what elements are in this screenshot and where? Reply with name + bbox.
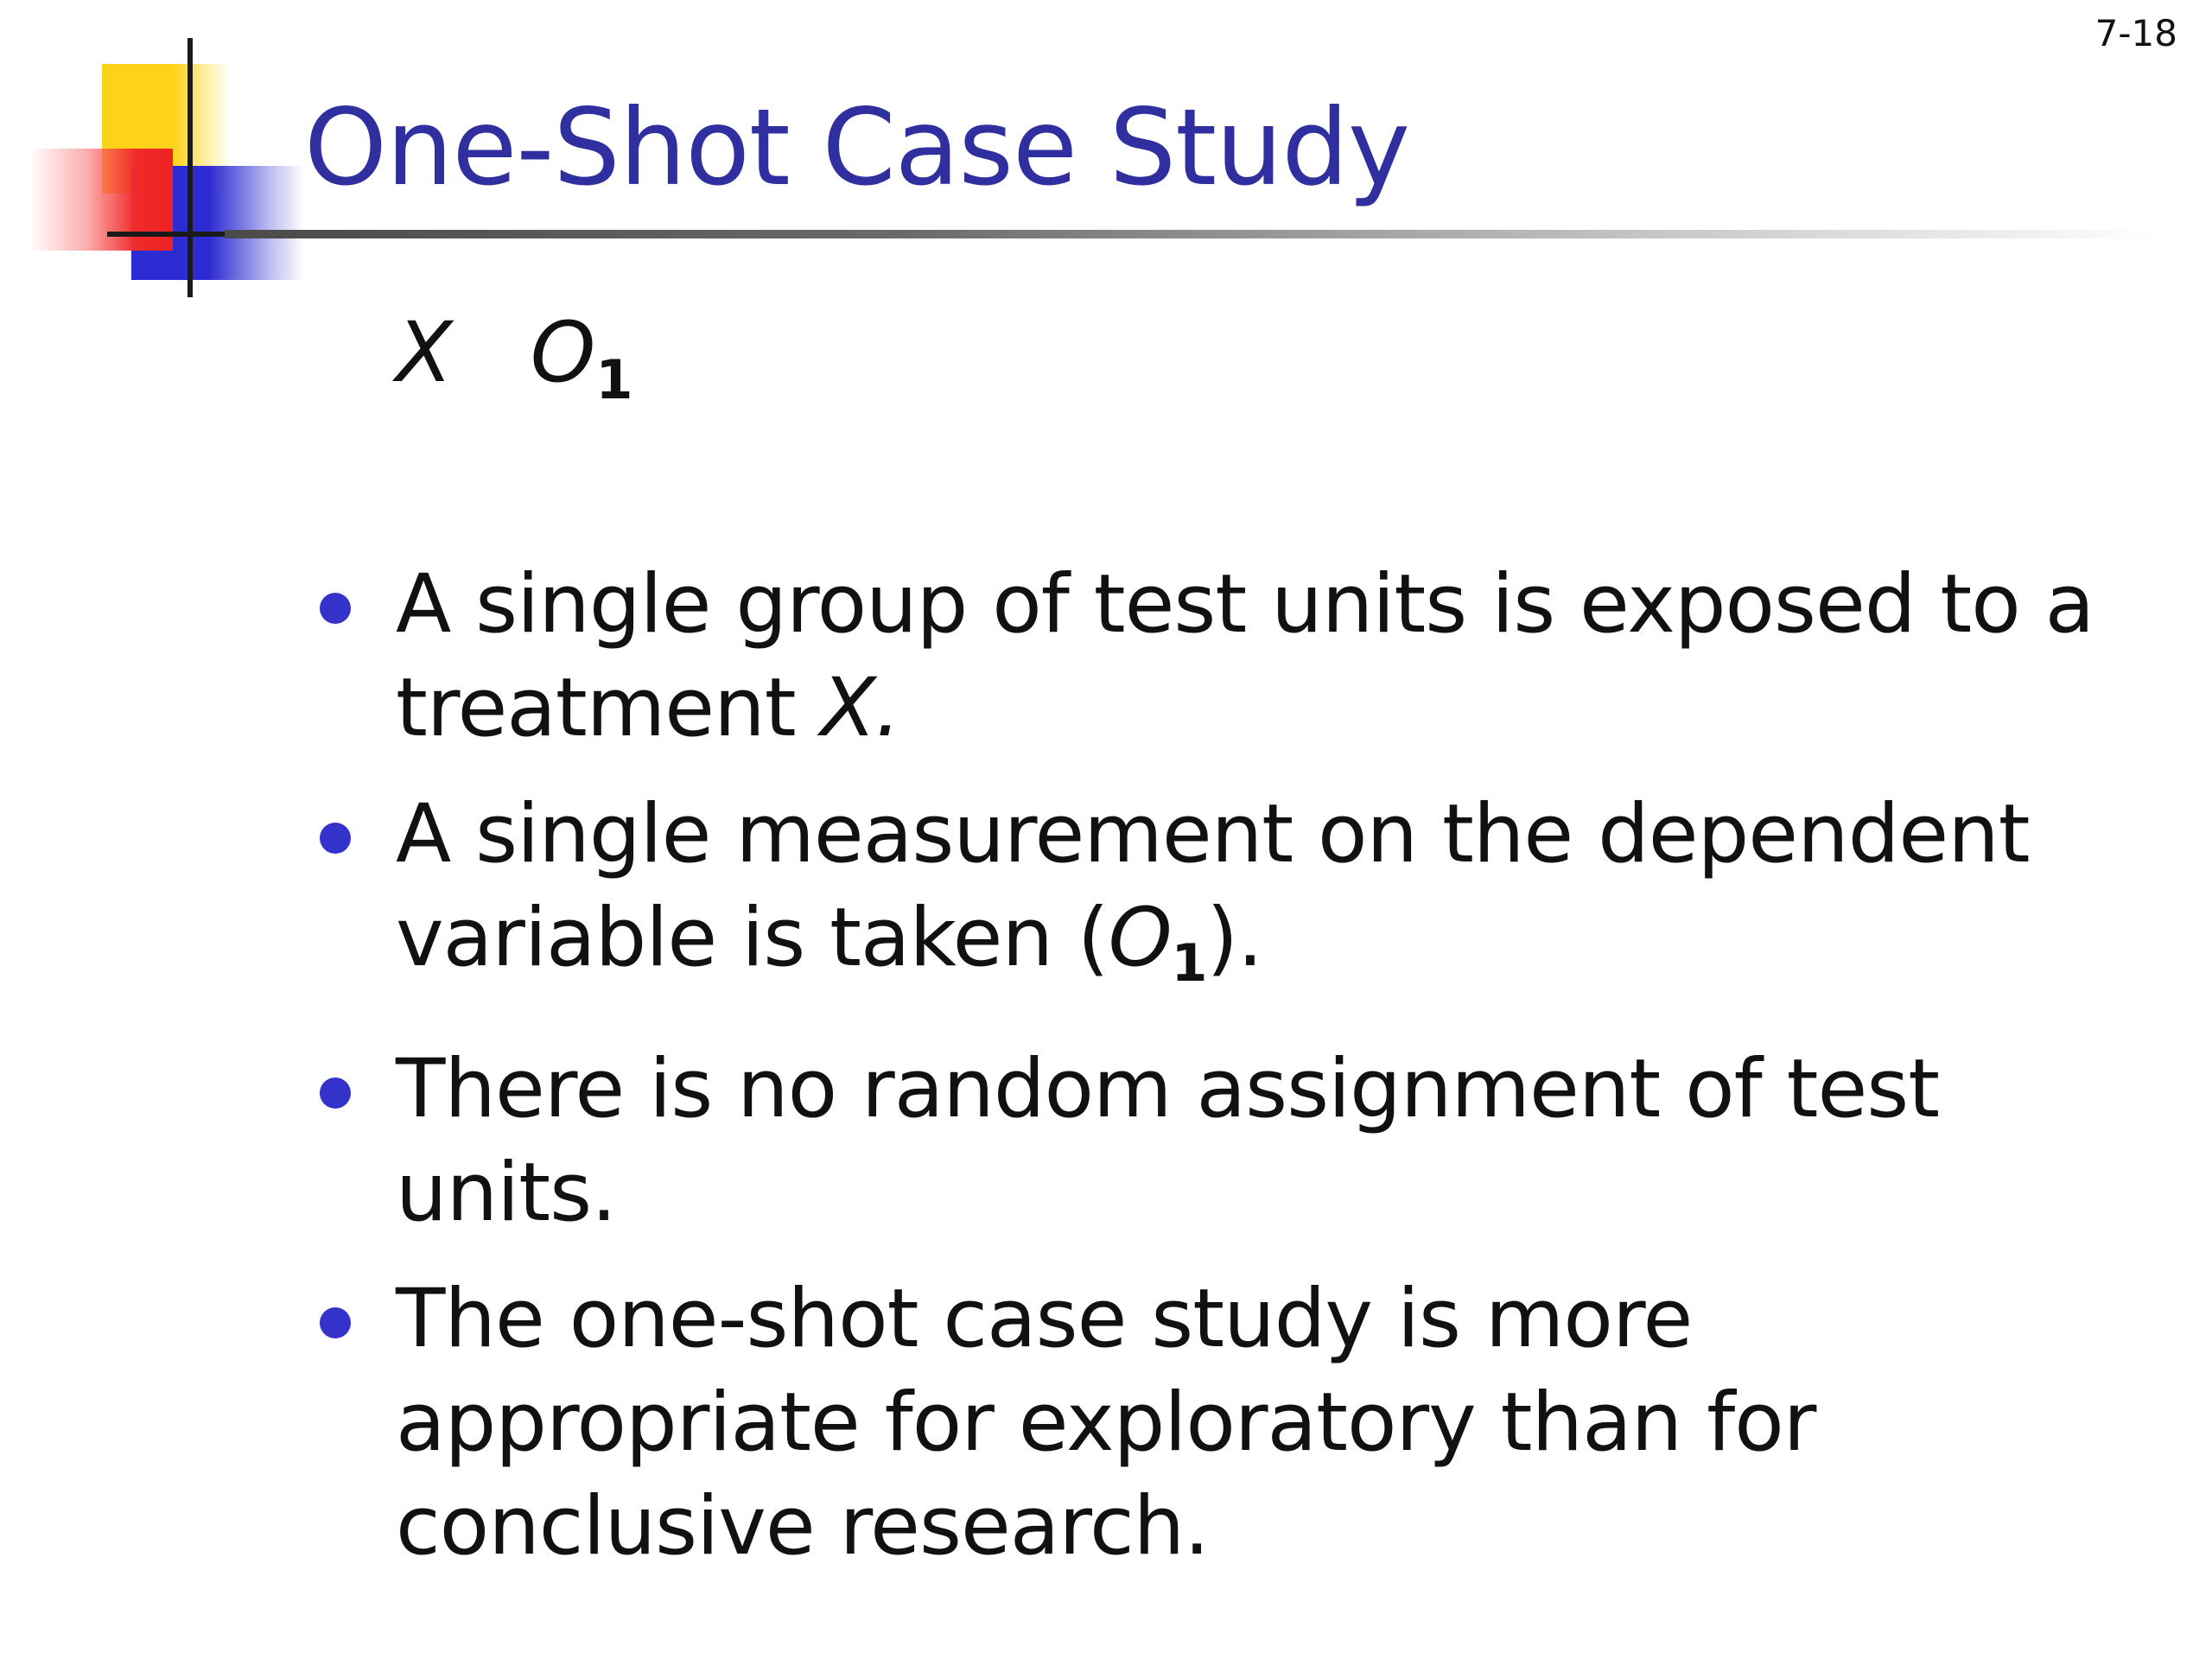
observation-symbol: O: [530, 304, 596, 401]
bullet-item: [320, 1038, 2169, 1245]
slide-title: One-Shot Case Study: [304, 86, 1410, 209]
title-divider: [225, 230, 2160, 238]
observation-subscript: 1: [595, 348, 633, 411]
logo-vertical-line: [188, 38, 193, 297]
bullet-subscript: 1: [1171, 933, 1207, 994]
bullet-dot-icon: [320, 823, 351, 854]
bullet-item: [320, 783, 2169, 1015]
bullet-list: [320, 553, 2169, 1601]
bullet-dot-icon: [320, 1307, 351, 1338]
bullet-italic-text: O: [1108, 891, 1172, 985]
decorative-logo: [29, 38, 315, 297]
bullet-item: [320, 553, 2169, 760]
bullet-italic-text: X.: [820, 661, 900, 755]
bullet-text: The one-shot case study is more appropriate for exploratory than for conclusive research.: [396, 1272, 1816, 1573]
bullet-item: [320, 1268, 2169, 1579]
bullet-text: A single measurement on the dependent variable is taken (: [396, 787, 2030, 985]
treatment-symbol: X: [396, 304, 453, 401]
bullet-text: A single group of test units is exposed to a treatment: [396, 557, 2094, 755]
design-notation: [396, 304, 632, 411]
bullet-trailing-text: ).: [1206, 891, 1262, 985]
bullet-dot-icon: [320, 1077, 351, 1109]
slide-number: 7-18: [2094, 12, 2177, 54]
bullet-text: There is no random assignment of test units.: [396, 1042, 1940, 1240]
bullet-dot-icon: [320, 593, 351, 624]
